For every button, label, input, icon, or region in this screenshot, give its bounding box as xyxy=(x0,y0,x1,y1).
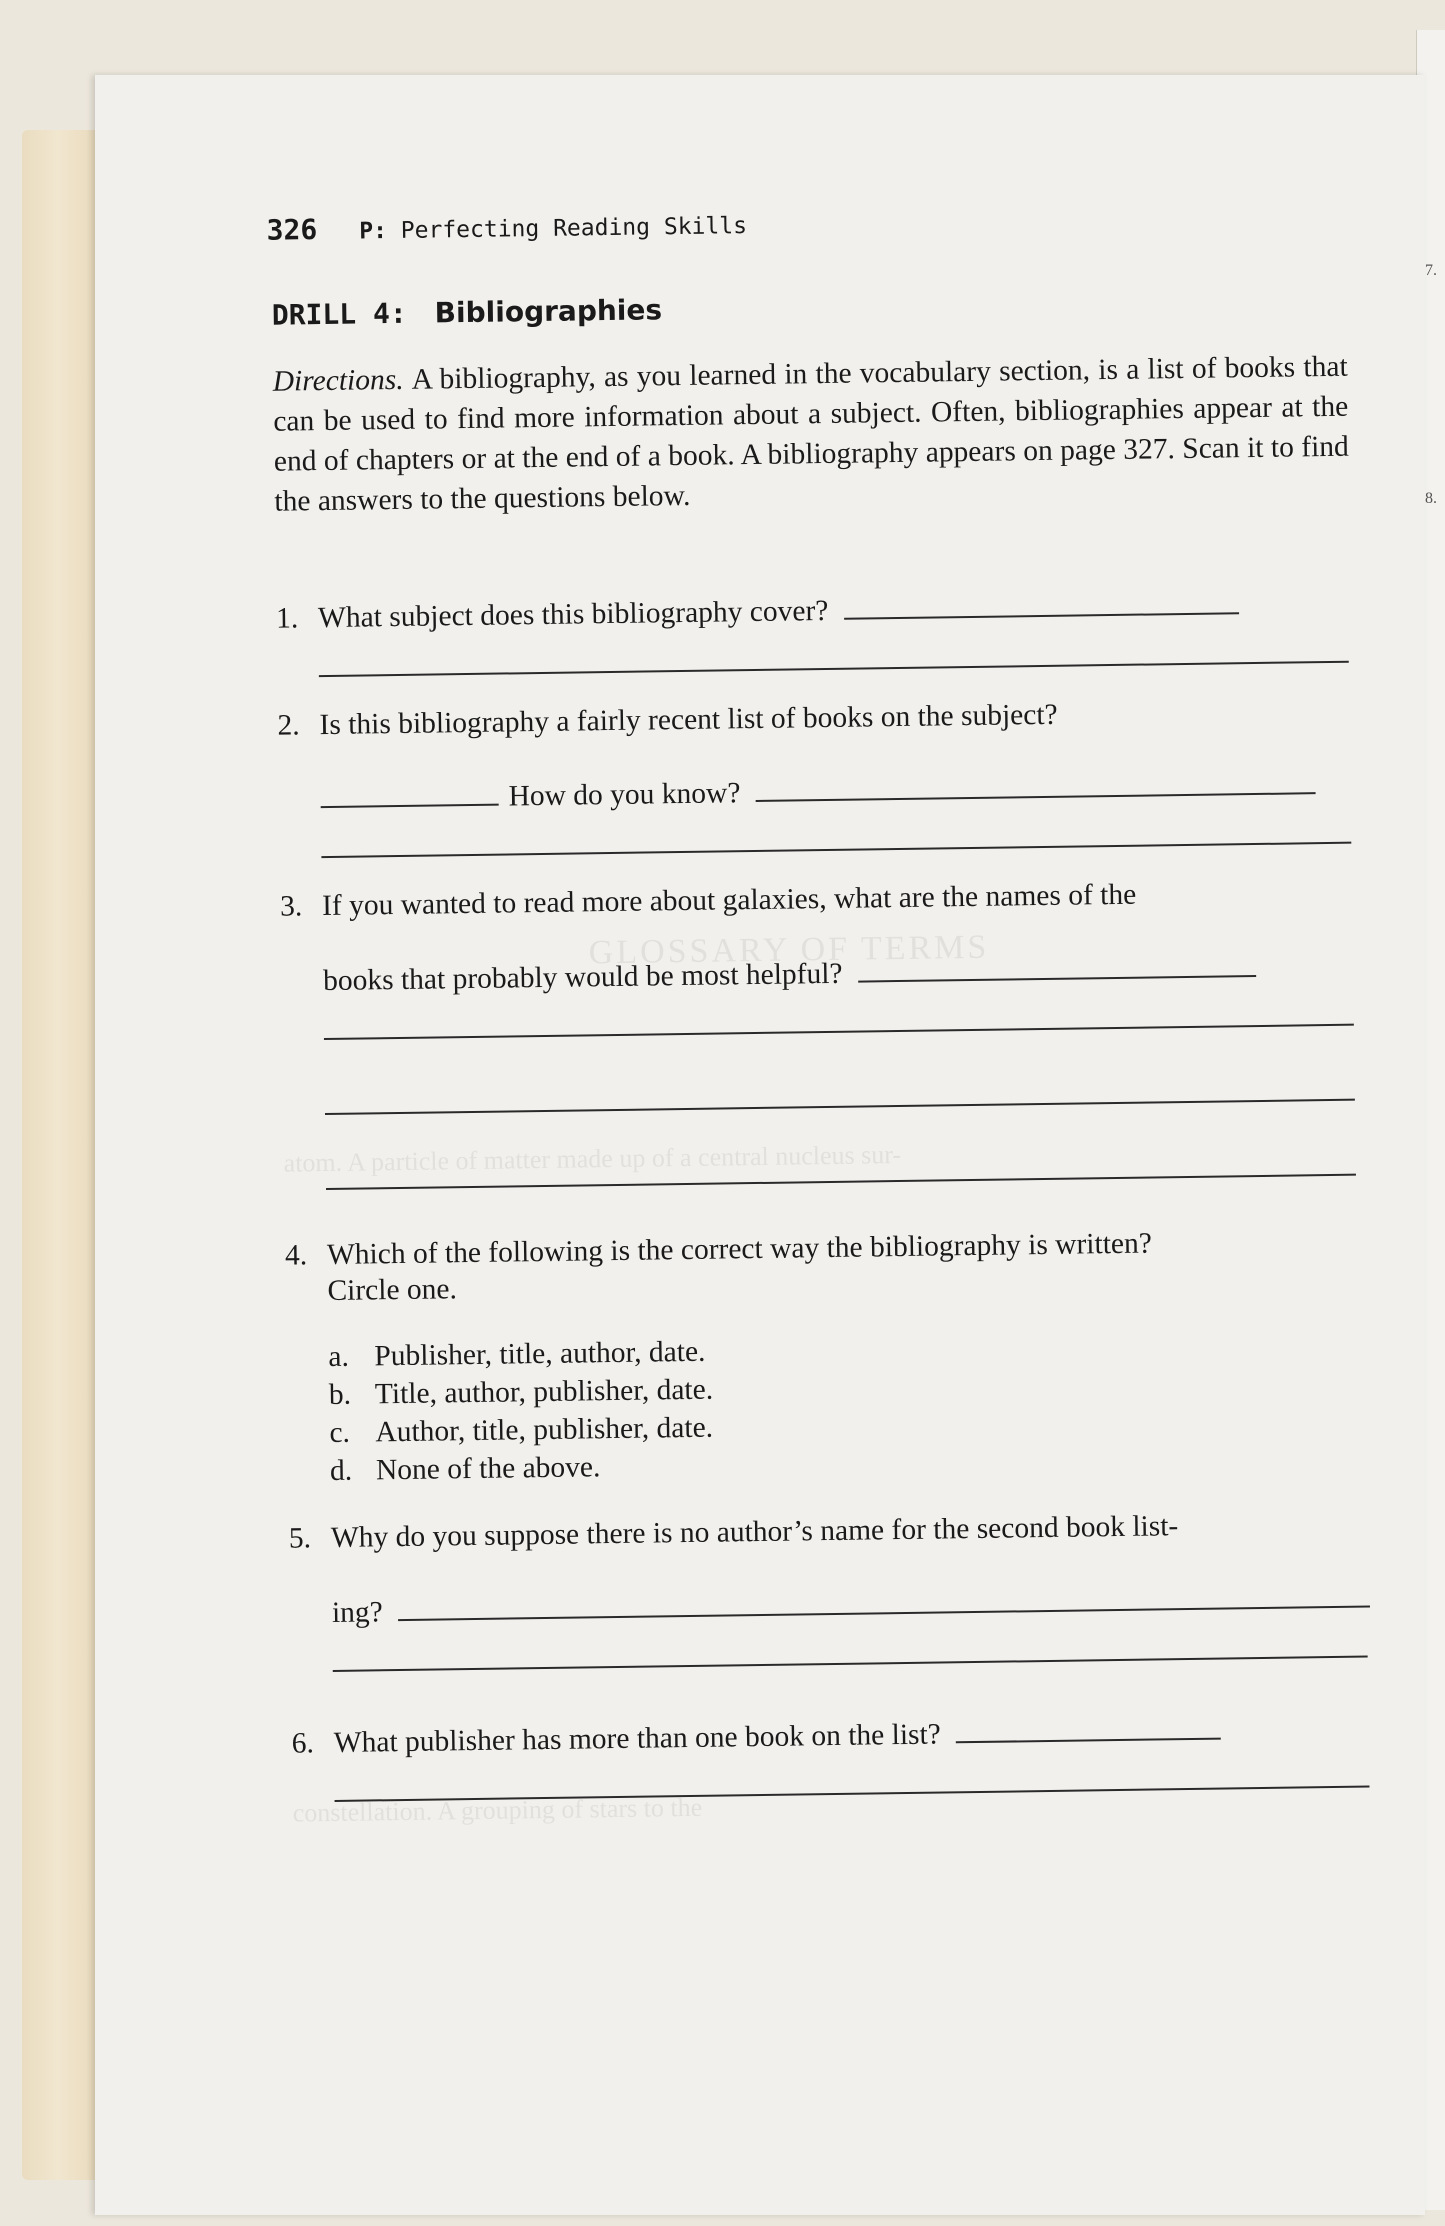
followup-text: How do you know? xyxy=(508,777,741,813)
question-number: 6. xyxy=(291,1727,315,1760)
show-through-text: atom. A particle of matter made up of a central nucleus sur- xyxy=(283,1140,902,1178)
option-text: Publisher, title, author, date. xyxy=(374,1335,706,1373)
question-4-line2 xyxy=(327,1269,457,1311)
question-text: If you wanted to read more about galaxies, what are the names of the xyxy=(321,878,1137,923)
directions-paragraph xyxy=(272,347,1349,522)
section-letter: P: xyxy=(359,218,388,245)
option-text: Title, author, publisher, date. xyxy=(374,1373,714,1411)
question-number: 3. xyxy=(279,890,303,923)
drill-heading xyxy=(272,293,663,331)
question-number: 4. xyxy=(284,1239,308,1272)
question-text: What publisher has more than one book on the list? xyxy=(333,1718,942,1759)
facing-page-number: 7. xyxy=(1425,262,1437,279)
answer-blank[interactable] xyxy=(844,611,1239,620)
drill-label: DRILL 4: xyxy=(271,296,407,332)
drill-title: Bibliographies xyxy=(434,293,663,330)
show-through-text: constellation. A grouping of stars to the xyxy=(292,1792,703,1828)
directions-text: A bibliography, as you learned in the vocabulary section, is a list of books that can be used to find more information about a subject. Often, bibliographies appear at the end of chapters or at the end of a book. A bibliography appears on page 327. Scan it to find the answers to the questions below. xyxy=(273,350,1349,518)
option-a[interactable] xyxy=(328,1333,706,1376)
option-c[interactable] xyxy=(329,1409,713,1452)
option-text: Author, title, publisher, date. xyxy=(375,1411,714,1449)
option-text: None of the above. xyxy=(375,1451,601,1487)
option-letter: b. xyxy=(328,1378,352,1412)
question-text: Is this bibliography a fairly recent list of books on the subject? xyxy=(319,698,1058,742)
question-text: books that probably would be most helpful? xyxy=(322,957,843,998)
question-text: Circle one. xyxy=(327,1273,458,1308)
show-through-heading: GLOSSARY OF TERMS xyxy=(588,928,990,972)
page-number: 326 xyxy=(266,213,318,247)
running-header xyxy=(266,207,747,247)
question-number: 5. xyxy=(288,1522,312,1555)
option-b[interactable] xyxy=(329,1371,714,1414)
option-letter: d. xyxy=(329,1454,353,1488)
question-text: Which of the following is the correct way the bibliography is written? xyxy=(326,1227,1153,1272)
answer-blank[interactable] xyxy=(956,1737,1221,1744)
answer-blank[interactable] xyxy=(756,791,1316,802)
option-letter: a. xyxy=(328,1340,350,1374)
facing-page-number: 8. xyxy=(1425,490,1437,507)
option-d[interactable] xyxy=(330,1448,601,1490)
section-title-text: Perfecting Reading Skills xyxy=(400,213,748,244)
question-text: ing? xyxy=(331,1596,383,1629)
question-text: What subject does this bibliography cover? xyxy=(317,594,829,635)
question-text: Why do you suppose there is no author’s name for the second book list- xyxy=(330,1510,1179,1554)
section-title xyxy=(359,213,747,244)
question-number: 2. xyxy=(277,709,300,742)
answer-blank[interactable] xyxy=(858,974,1256,983)
answer-blank[interactable] xyxy=(398,1604,1370,1621)
question-number: 1. xyxy=(275,602,299,635)
option-letter: c. xyxy=(329,1416,351,1450)
directions-label: Directions. xyxy=(272,363,404,398)
answer-blank[interactable] xyxy=(321,803,499,808)
